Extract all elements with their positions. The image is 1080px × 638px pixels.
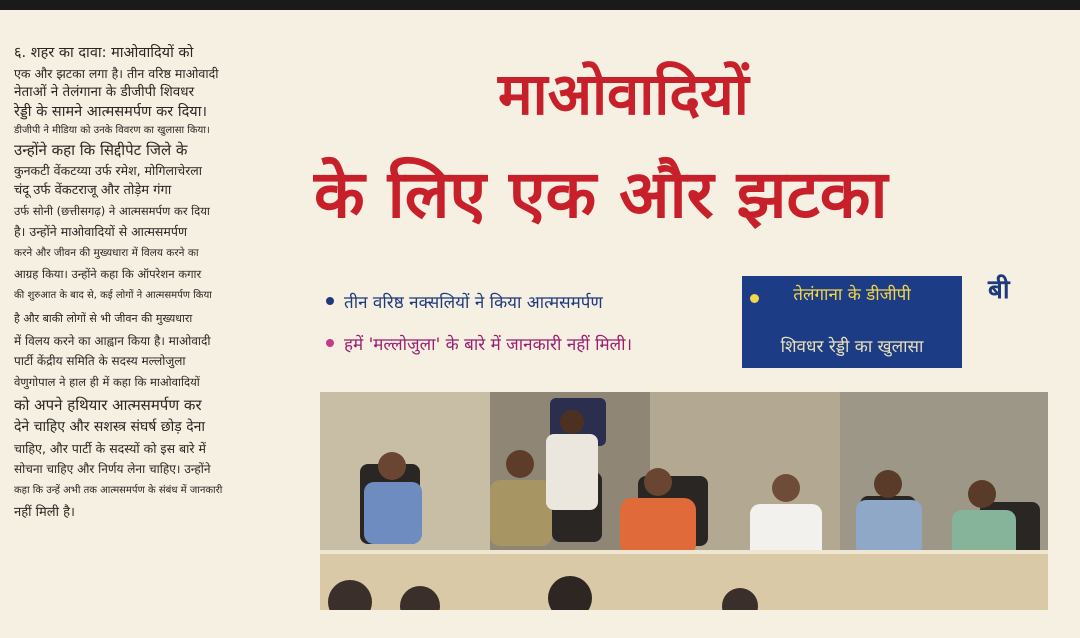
article-line: चंदू उर्फ वेंकटराजू और तोड़ेम गंगा [14,183,172,198]
headline-line-2: के लिए एक और झटका [314,156,888,233]
article-line: सोचना चाहिए और निर्णय लेना चाहिए। उन्होंने [14,462,211,476]
info-box [742,276,962,368]
info-box-line-2: शिवधर रेड्डी का खुलासा [780,337,924,357]
article-line: वेणुगोपाल ने हाल ही में कहा कि माओवादियों [14,375,200,389]
photo-illustration [320,392,1048,610]
article-line: को अपने हथियार आत्मसमर्पण कर [14,396,202,414]
article-line: करने और जीवन की मुख्यधारा में विलय करने का [14,247,199,259]
highlight-text: तीन वरिष्ठ नक्सलियों ने किया आत्मसमर्पण [344,292,603,313]
article-line: देने चाहिए और सशस्त्र संघर्ष छोड़ देना [14,419,206,435]
press-conference-photo [320,392,1048,610]
top-border [0,0,1080,10]
article-line: नहीं मिली है। [14,505,75,520]
article-line: है और बाकी लोगों से भी जीवन की मुख्यधारा [14,312,193,325]
bullet-dot-icon [326,339,334,347]
article-line: है। उन्होंने माओवादियों से आत्मसमर्पण [14,224,187,239]
article-line: कहा कि उन्हें अभी तक आत्मसमर्पण के संबंध में जानकारी [14,485,223,496]
highlight-item [326,330,632,356]
article-line: उन्होंने कहा कि सिद्दीपेट जिले के [14,141,188,159]
article-column [14,44,286,523]
article-line: ६. शहर का दावा: माओवादियों को [14,45,194,61]
article-line: की शुरुआत के बाद से, कई लोगों ने आत्मसमर्पण किया [14,290,212,301]
article-line: रेड्डी के सामने आत्मसमर्पण कर दिया। [14,103,207,120]
article-line: में विलय करने का आह्वान किया है। माओवादी [14,334,211,348]
headline-line-1: माओवादियों [498,60,749,128]
info-box-line-1: तेलंगाना के डीजीपी [793,285,911,305]
crescent-icon [750,294,759,303]
article-line: नेताओं ने तेलंगाना के डीजीपी शिवधर [14,84,195,100]
article-line: कुनकटी वेंकटय्या उर्फ रमेश, मोगिलाचेरला [14,163,203,178]
highlight-text: हमें 'मल्लोजुला' के बारे में जानकारी नहीं मिली। [344,334,633,355]
article-line: पार्टी केंद्रीय समिति के सदस्य मल्लोजुला [14,354,186,368]
article-line: उर्फ सोनी (छत्तीसगढ़) ने आत्मसमर्पण कर दिया [14,204,210,218]
highlight-list [326,288,632,372]
article-line: एक और झटका लगा है। तीन वरिष्ठ माओवादी [14,65,219,81]
article-line: आग्रह किया। उन्होंने कहा कि ऑपरेशन कगार [14,267,202,281]
article-line: चाहिए, और पार्टी के सदस्यों को इस बारे में [14,441,206,456]
bullet-dot-icon [326,297,334,305]
highlight-item [326,288,632,314]
side-text: बी [988,275,1010,305]
article-line: डीजीपी ने मीडिया को उनके विवरण का खुलासा किया। [14,125,210,136]
